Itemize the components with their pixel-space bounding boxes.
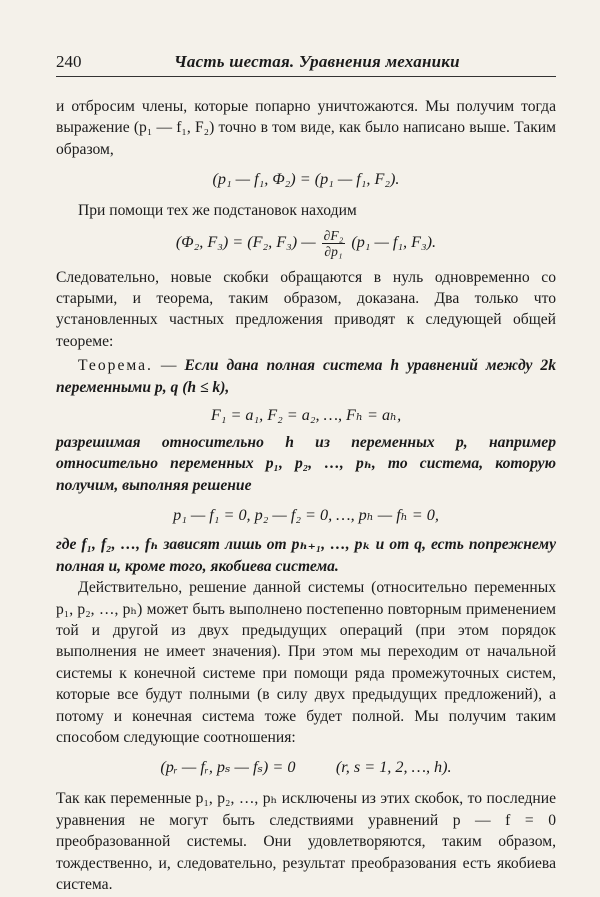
fraction-numerator: ∂F₂ bbox=[323, 227, 344, 243]
theorem-text: Если дана полная система h уравнений между 2k переменными p, q (h ≤ k), bbox=[56, 357, 557, 396]
paragraph-4: Действительно, решение данной системы (относительно переменных p₁, p₂, …, pₕ) может быть выполнено постепенно повторным применением той и другой из двух предыдущих операций (при этом порядок выполнения не имеет значения). При этом мы переходим от начальной системы к конечной системе при помощи ряда промежуточных систем, которые все будут полными (в силу двух предыдущих предложений), а потому и конечная система тоже будет полной. Мы получим таким способом следующие соотношения: bbox=[56, 579, 556, 746]
theorem-text-3: где f₁, f₂, …, fₕ зависят лишь от pₕ₊₁, …, pₖ и от q, есть попрежнему полная и, кроме того, якобиева система. bbox=[56, 536, 556, 575]
running-title: Часть шестая. Уравнения механики bbox=[174, 52, 460, 71]
page-number: 240 bbox=[56, 52, 82, 71]
partial-derivative-fraction bbox=[322, 228, 346, 259]
equation-1: (p₁ — f₁, Φ₂) = (p₁ — f₁, F₂). bbox=[212, 170, 400, 189]
theorem-text-2: разрешимая относительно h из переменных p, например относительно переменных p₁, p₂, …, pₕ, то система, которую получим, выполняя решение bbox=[56, 434, 556, 494]
theorem-statement bbox=[56, 355, 556, 398]
equation-4: p₁ — f₁ = 0, p₂ — f₂ = 0, …, pₕ — fₕ = 0, bbox=[173, 506, 439, 525]
fraction-denominator: ∂p₁ bbox=[324, 243, 343, 259]
equation-2 bbox=[56, 228, 556, 259]
header-rule bbox=[56, 76, 556, 77]
page-body bbox=[56, 96, 556, 895]
page-header bbox=[56, 52, 556, 76]
equation-2-left: (Φ₂, F₃) = (F₂, F₃) — bbox=[175, 232, 316, 251]
paragraph-2: При помощи тех же подстановок находим bbox=[78, 202, 357, 220]
equation-2-right: (p₁ — f₁, F₃). bbox=[351, 232, 437, 251]
theorem-dash: — bbox=[152, 357, 185, 375]
paragraph-5: Так как переменные p₁, p₂, …, pₕ исключены из этих скобок, то последние уравнения не могут быть следствиями уравнений p — f = 0 преобразованной системы. Они удовлетворяются, таким образом, тождественно, и, следовательно, результат преобразования есть якобиева система. bbox=[56, 790, 556, 893]
theorem-label: Теорема. bbox=[78, 357, 153, 375]
paragraph-3: Следовательно, новые скобки обращаются в нуль одновременно со старыми, и теорема, таким образом, доказана. Два только что установленных частных предложения приводят к следующей общей теореме: bbox=[56, 268, 556, 350]
equation-3: F₁ = a₁, F₂ = a₂, …, Fₕ = aₕ, bbox=[210, 406, 402, 425]
paragraph-1: и отбросим члены, которые попарно уничтожаются. Мы получим тогда выражение (p₁ — f₁, F₂) точно в том виде, как было написано выше. Таким образом, bbox=[56, 98, 556, 158]
equation-5: (pᵣ — fᵣ, pₛ — fₛ) = 0 (r, s = 1, 2, …, h). bbox=[160, 758, 452, 777]
